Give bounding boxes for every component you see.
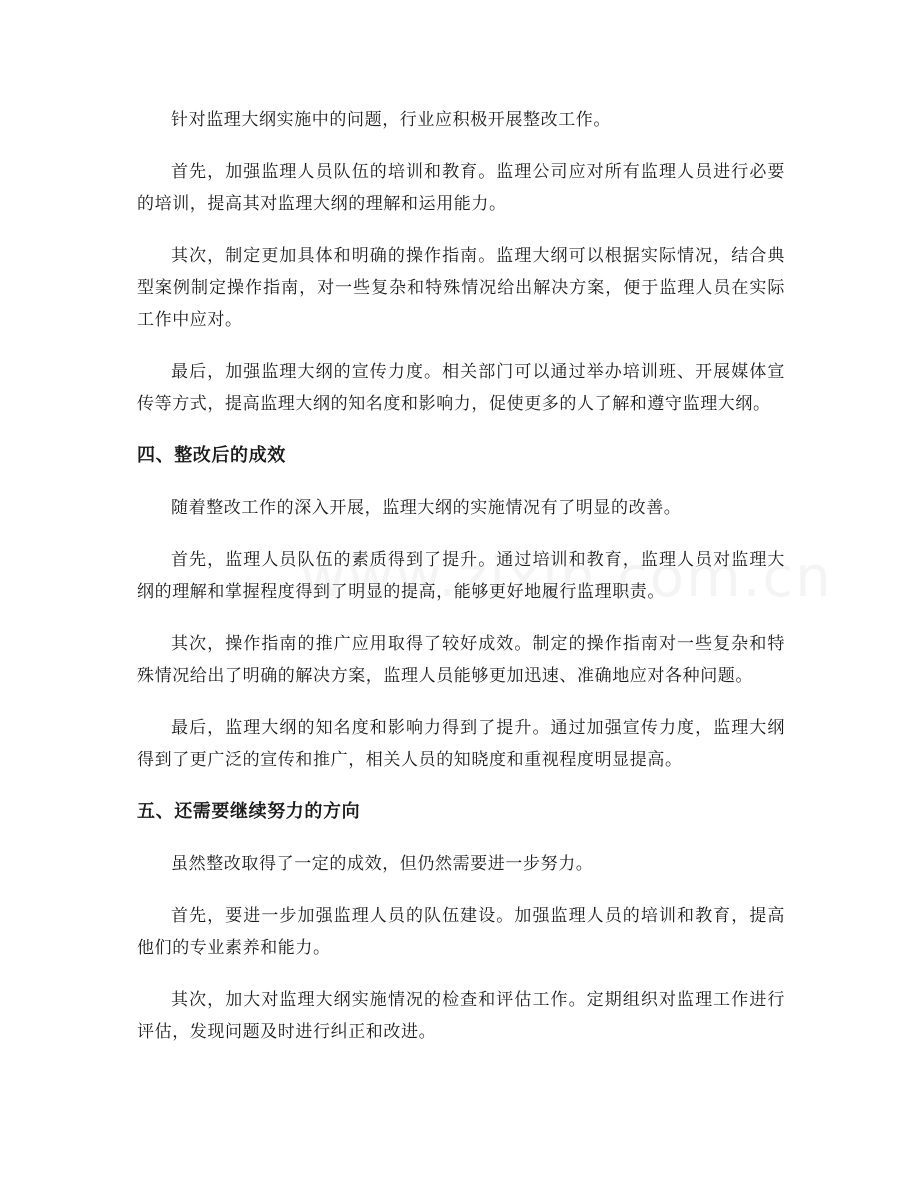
paragraph-future-team: 首先，要进一步加强监理人员的队伍建设。加强监理人员的培训和教育，提高他们的专业素养和能力。 [137,906,785,958]
paragraph-future-intro: 虽然整改取得了一定的成效，但仍然需要进一步努力。 [171,854,594,874]
paragraph-results-quality: 首先，监理人员队伍的素质得到了提升。通过培训和教育，监理人员对监理大纲的理解和掌握程度得到了明显的提高，能够更好地履行监理职责。 [137,550,785,602]
section-heading-5: 五、还需要继续努力的方向 [137,801,361,822]
paragraph-future-evaluation: 其次，加大对监理大纲实施情况的检查和评估工作。定期组织对监理工作进行评估，发现问题及时进行纠正和改进。 [137,990,785,1042]
paragraph-rectify-training: 首先，加强监理人员队伍的培训和教育。监理公司应对所有监理人员进行必要的培训，提高其对监理大纲的理解和运用能力。 [137,162,785,214]
paragraph-results-intro: 随着整改工作的深入开展，监理大纲的实施情况有了明显的改善。 [171,498,682,518]
paragraph-intro: 针对监理大纲实施中的问题，行业应积极开展整改工作。 [171,110,611,130]
paragraph-results-guide: 其次，操作指南的推广应用取得了较好成效。制定的操作指南对一些复杂和特殊情况给出了明确的解决方案，监理人员能够更加迅速、准确地应对各种问题。 [137,634,785,686]
paragraph-results-publicity: 最后，监理大纲的知名度和影响力得到了提升。通过加强宣传力度，监理大纲得到了更广泛的宣传和推广，相关人员的知晓度和重视程度明显提高。 [137,718,785,770]
document-body [137,104,785,1068]
paragraph-rectify-guide: 其次，制定更加具体和明确的操作指南。监理大纲可以根据实际情况，结合典型案例制定操作指南，对一些复杂和特殊情况给出解决方案，便于监理人员在实际工作中应对。 [137,246,785,330]
paragraph-rectify-publicity: 最后，加强监理大纲的宣传力度。相关部门可以通过举办培训班、开展媒体宣传等方式，提高监理大纲的知名度和影响力，促使更多的人了解和遵守监理大纲。 [137,362,785,414]
section-heading-4: 四、整改后的成效 [137,445,286,466]
